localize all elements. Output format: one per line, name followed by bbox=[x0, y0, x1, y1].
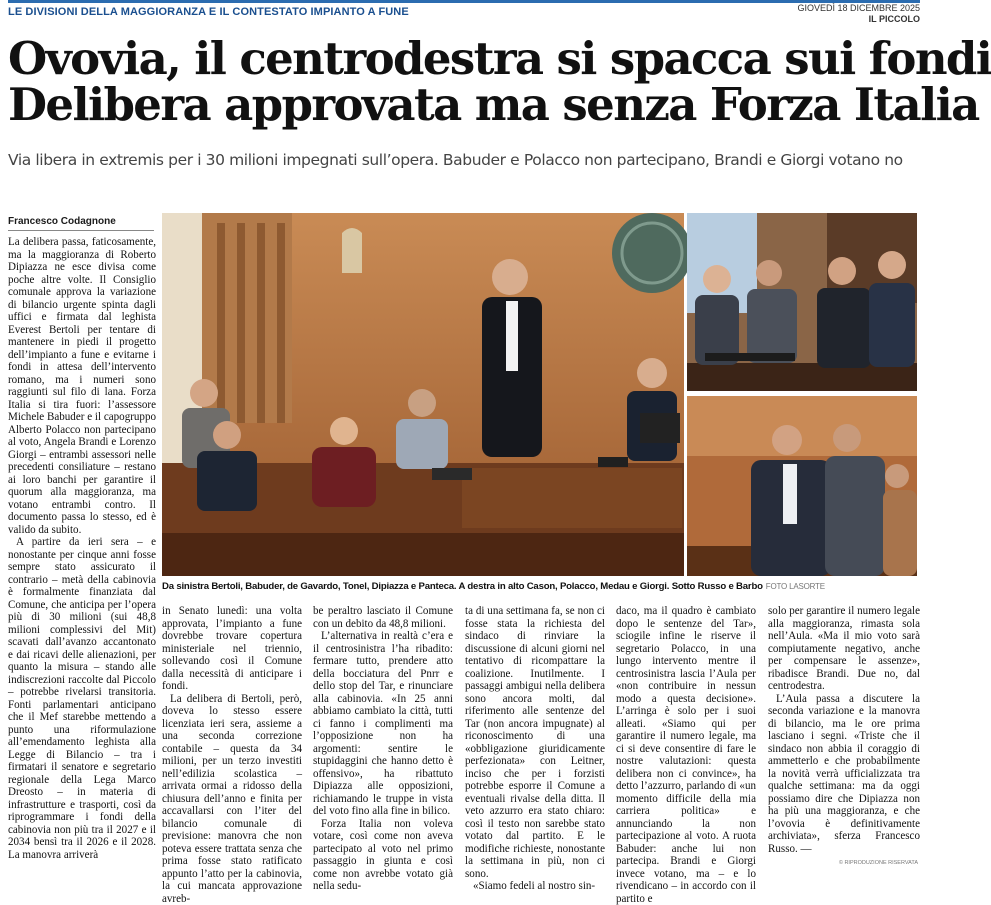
date: GIOVEDÌ 18 DICEMBRE 2025 bbox=[797, 3, 920, 13]
council-chamber-image bbox=[162, 213, 684, 576]
kicker: LE DIVISIONI DELLA MAGGIORANZA E IL CONTESTATO IMPIANTO A FUNE bbox=[8, 6, 409, 18]
article-column-3 bbox=[313, 605, 453, 867]
article-column-1 bbox=[8, 236, 156, 868]
councillors-image bbox=[687, 213, 917, 391]
paragraph: La delibera di Bertoli, però, doveva lo stesso essere licenziata ieri sera, assieme a una seconda correzione contabile – questa da 34 milioni, per un terzo investiti nell’edilizia scolastica – arrivata ormai a ridosso della chiusura dell’anno e finita per accavallarsi con l’iter del bilancio comunale di previsione: manovra che non poteva essere trattata senza che prima fosse stato ratificato appunto l’atto per la cabinovia, la cui mancata approvazione avreb- bbox=[162, 693, 302, 905]
paragraph: La delibera passa, faticosamente, ma la maggioranza di Roberto Dipiazza ne esce divisa come poche altre volte. Il Consiglio comunale approva la variazione di bilancio urgente spinta dagli uffici e firmata dal leghista Everest Bertoli per tentare di mantenere in piedi il progetto dell’impianto a fune e evitarne i fondi in attesa dell’intervento romano, ma i numeri sono raggiunti sul filo di lana. Forza Italia si tira fuori: l’assessore Michele Babuder e il capogruppo Alberto Polacco non partecipano al voto, Angela Brandi e Lorenzo Giorgi – entrambi assessori nelle precedenti consiliature – restano ai loro banchi per garantire il quorum alla maggioranza, ma votano entrambi contro. Il documento passa lo stesso, ed è valido da subito. bbox=[8, 236, 156, 536]
paragraph: A partire da ieri sera – e nonostante per cinque anni fosse sempre stato assicurato il contrario – metà della cabinovia è formalmente finanziata dal Comune, che anticipa per l’opera più di 30 milioni (sui 48,8 milioni complessivi del Mit) scavati dall’avanzo accantonato e dai ricavi delle alienazioni, per quanto la misura – stando alle indiscrezioni raccolte dal Piccolo – potrebbe rivelarsi transitoria. Fonti parlamentari anticipano che il Mef starebbe mettendo a punto una riformulazione all’emendamento leghista alla Legge di Bilancio – tra i firmatari il senatore e segretario regionale della Lega Marco Dreosto – in materia di infrastrutture e trasporti, così da riprogrammare i fondi della cabinovia non più tra il 2027 e il 2034 bensì tra il 2026 e il 2028. La manovra arriverà bbox=[8, 536, 156, 861]
article-column-4 bbox=[465, 605, 605, 867]
paragraph: daco, ma il quadro è cambiato dopo le sentenze del Tar», sciogile infine le riserve il segretario Polacco, in una lungo intervento mentre il centrosinistra lascia l’Aula per «non contribuire in nessun modo a questa decisione». L’arringa è solo per i suoi alleati. «Siamo qui per garantire il numero legale, ma ci si deve consentire di fare le nostre valutazioni: questa delibera non ci convince», ha detto l’azzurro, parlando di «un momento difficile della mia carriera politica» e annunciando la non partecipazione al voto. A ruota Babuder: anche lui non partecipa. Brandi e Giorgi invece votano, ma – e lo rivendicano – in accordo con il partito e bbox=[616, 605, 756, 905]
paper-name: IL PICCOLO bbox=[797, 14, 920, 25]
paragraph: «Siamo fedeli al nostro sin- bbox=[465, 880, 605, 893]
headline-line-1: Ovovia, il centrodestra si spacca sui fondi bbox=[8, 36, 920, 82]
photo-credit: FOTO LASORTE bbox=[766, 582, 825, 591]
caption-text: Da sinistra Bertoli, Babuder, de Gavardo, Tonel, Dipiazza e Panteca. A destra in alto Cason, Polacco, Medau e Giorgi. Sotto Russo e Barbo bbox=[162, 581, 763, 592]
photo-top-right bbox=[687, 213, 917, 391]
paragraph: Forza Italia non voleva votare, così come non aveva partecipato al voto nel primo passaggio in giunta e così come non avrebbe votato già nella sedu- bbox=[313, 818, 453, 893]
article-column-6 bbox=[768, 605, 920, 867]
photo-bottom-right bbox=[687, 396, 917, 576]
paragraph: be peraltro lasciato il Comune con un debito da 48,8 milioni. bbox=[313, 605, 453, 630]
dateline bbox=[797, 3, 920, 25]
article-column-2 bbox=[162, 605, 302, 867]
paragraph: ta di una settimana fa, se non ci fosse stata la richiesta del sindaco di rinviare la discussione di alcuni giorni nel tentativo di ricompattare la coalizione. Inutilmente. I passaggi ambigui nella delibera sono ancora molti, dal riferimento alle sentenze del Tar (non ancora impugnate) al riconoscimento di una «obbligazione giuridicamente perfezionata» con Leitner, inciso che per i forzisti potrebbe esporre il Comune a eventuali rivalse della ditta. Il veto azzurro era stato chiaro: così il testo non sarebbe stato votato dal partito. E le modifiche richieste, nonostante la settimana in più, non ci sono. bbox=[465, 605, 605, 880]
article-column-5 bbox=[616, 605, 756, 867]
paragraph: L’alternativa in realtà c’era e il centrosinistra l’ha ribadito: fermare tutto, prendere atto della bocciatura del Pnrr e dello stop del Tar, e rinunciare alla cabinovia. «In 25 anni abbiamo cambiato la città, tutti ci fanno i complimenti ma l’opposizione non ha argomenti: sentire le stupidaggini che hanno detto è offensivo», ha ribattuto Dipiazza alle opposizioni, richiamando le truppe in vista del voto fino alla fine in bilico. bbox=[313, 630, 453, 818]
copyright-notice: © RIPRODUZIONE RISERVATA bbox=[839, 860, 918, 866]
top-rule bbox=[8, 0, 920, 22]
headline-line-2: Delibera approvata ma senza Forza Italia bbox=[8, 82, 920, 128]
paragraph: L’Aula passa a discutere la seconda variazione e la manovra di bilancio, ma le ore prima lasciano i segni. «Triste che il sindaco non abbia il coraggio di ammetterlo e che probabilmente la novità verrà ufficializzata tra qualche settimana: ma da oggi possiamo dire che Dipiazza non ha più una maggioranza, e che l’ovovia è definitivamente archiviata», sferza Francesco Russo. — bbox=[768, 693, 920, 856]
paragraph: in Senato lunedì: una volta approvata, l’impianto a fune dovrebbe trovare copertura ministeriale nel triennio, sollevando così il Comune dalla necessità di anticipare i fondi. bbox=[162, 605, 302, 693]
headline bbox=[8, 36, 920, 128]
deck: Via libera in extremis per i 30 milioni impegnati sull’opera. Babuder e Polacco non partecipano, Brandi e Giorgi votano no bbox=[8, 151, 920, 169]
main-photo bbox=[162, 213, 684, 576]
paragraph: solo per garantire il numero legale alla maggioranza, rimasta sola nell’Aula. «Ma il mio voto sarà compiutamente negativo, anche per compensare le assenze», ribadisce Brandi. Due no, dal centrodestra. bbox=[768, 605, 920, 693]
russo-barbo-image bbox=[687, 396, 917, 576]
author-byline: Francesco Codagnone bbox=[8, 216, 154, 231]
photo-caption bbox=[162, 581, 924, 592]
